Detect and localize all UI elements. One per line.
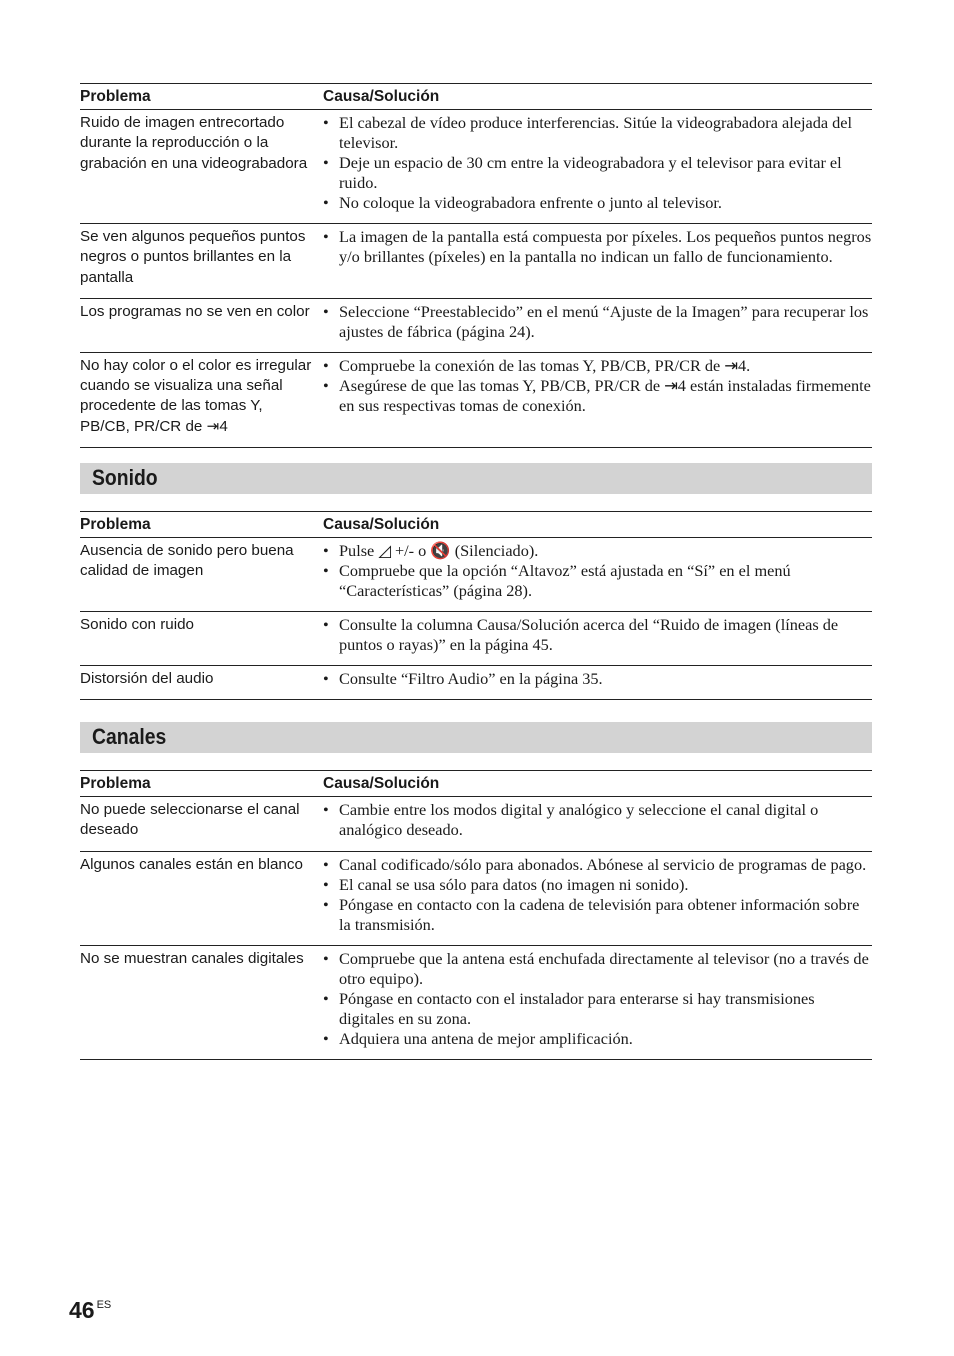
solution-item: • Asegúrese de que las tomas Y, PB/CB, PR/CR de ⇥4 están instaladas firmemente en sus respectivas tomas de conexión. bbox=[323, 376, 872, 416]
header-problem: Problema bbox=[80, 771, 323, 797]
solution-list bbox=[323, 669, 872, 689]
solution-item: • Seleccione “Preestablecido” en el menú “Ajuste de la Imagen” para recuperar los ajustes de fábrica (página 24). bbox=[323, 302, 872, 342]
problem-cell: Se ven algunos pequeños puntos negros o puntos brillantes en la pantalla bbox=[80, 224, 323, 299]
solution-item: • Cambie entre los modos digital y analógico y seleccione el canal digital o analógico deseado. bbox=[323, 800, 872, 840]
table-row bbox=[80, 224, 872, 299]
table-row bbox=[80, 352, 872, 447]
solution-list bbox=[323, 949, 872, 1049]
solution-item: • Póngase en contacto con el instalador para enterarse si hay transmisiones digitales en su zona. bbox=[323, 989, 872, 1029]
solution-item: • Compruebe la conexión de las tomas Y, PB/CB, PR/CR de ⇥4. bbox=[323, 356, 872, 376]
solution-item: • La imagen de la pantalla está compuesta por píxeles. Los pequeños puntos negros y/o brillantes (píxeles) en la pantalla no indican un fallo de funcionamiento. bbox=[323, 227, 872, 267]
solution-item: • Consulte la columna Causa/Solución acerca del “Ruido de imagen (líneas de puntos o rayas)” en la página 45. bbox=[323, 615, 872, 655]
picture-rows bbox=[80, 110, 872, 448]
picture-table bbox=[80, 83, 872, 448]
problem-cell: Los programas no se ven en color bbox=[80, 298, 323, 352]
solution-cell bbox=[323, 352, 872, 447]
solution-list bbox=[323, 356, 872, 416]
header-solution: Causa/Solución bbox=[323, 771, 872, 797]
problem-cell: No puede seleccionarse el canal deseado bbox=[80, 797, 323, 852]
page-language: ES bbox=[96, 1299, 112, 1311]
table-header-row bbox=[80, 84, 872, 110]
problem-cell: Sonido con ruido bbox=[80, 612, 323, 666]
problem-cell: Ruido de imagen entrecortado durante la reproducción o la grabación en una videograbadora bbox=[80, 110, 323, 224]
problem-cell: No hay color o el color es irregular cuando se visualiza una señal procedente de las tomas Y, PB/CB, PR/CR de ⇥4 bbox=[80, 352, 323, 447]
solution-item: • No coloque la videograbadora enfrente o junto al televisor. bbox=[323, 193, 872, 213]
solution-list bbox=[323, 615, 872, 655]
solution-cell bbox=[323, 538, 872, 612]
solution-cell bbox=[323, 110, 872, 224]
solution-item: • El cabezal de vídeo produce interferencias. Sitúe la videograbadora alejada del televisor. bbox=[323, 113, 872, 153]
solution-list bbox=[323, 800, 872, 840]
table-header-row bbox=[80, 771, 872, 797]
problem-cell: Ausencia de sonido pero buena calidad de imagen bbox=[80, 538, 323, 612]
header-solution: Causa/Solución bbox=[323, 84, 872, 110]
solution-item: • Pulse ◿ +/- o 🔇 (Silenciado). bbox=[323, 541, 872, 561]
solution-cell bbox=[323, 945, 872, 1059]
table-header-row bbox=[80, 512, 872, 538]
section-title-sonido: Sonido bbox=[92, 465, 158, 490]
table-row bbox=[80, 538, 872, 612]
channels-rows bbox=[80, 797, 872, 1060]
table-row bbox=[80, 666, 872, 700]
section-title-canales: Canales bbox=[92, 724, 167, 749]
page-number bbox=[69, 1297, 111, 1324]
solution-item: • Canal codificado/sólo para abonados. Abónese al servicio de programas de pago. bbox=[323, 855, 872, 875]
solution-cell bbox=[323, 298, 872, 352]
solution-list bbox=[323, 302, 872, 342]
solution-item: • Compruebe que la opción “Altavoz” está ajustada en “Sí” en el menú “Características” (página 28). bbox=[323, 561, 872, 601]
solution-list bbox=[323, 541, 872, 601]
table-row bbox=[80, 612, 872, 666]
table-row bbox=[80, 797, 872, 852]
sound-table-wrap bbox=[80, 511, 872, 700]
solution-cell bbox=[323, 666, 872, 700]
section-header-canales bbox=[80, 722, 872, 753]
header-problem: Problema bbox=[80, 84, 323, 110]
problem-cell: Distorsión del audio bbox=[80, 666, 323, 700]
table-row bbox=[80, 110, 872, 224]
channels-table bbox=[80, 770, 872, 1060]
sound-rows bbox=[80, 538, 872, 700]
page-number-value: 46 bbox=[69, 1297, 95, 1323]
solution-list bbox=[323, 227, 872, 267]
solution-item: • Deje un espacio de 30 cm entre la videograbadora y el televisor para evitar el ruido. bbox=[323, 153, 872, 193]
solution-cell bbox=[323, 851, 872, 945]
header-solution: Causa/Solución bbox=[323, 512, 872, 538]
solution-cell bbox=[323, 612, 872, 666]
table-row bbox=[80, 298, 872, 352]
table-row bbox=[80, 945, 872, 1059]
solution-cell bbox=[323, 797, 872, 852]
problem-cell: Algunos canales están en blanco bbox=[80, 851, 323, 945]
solution-item: • Póngase en contacto con la cadena de televisión para obtener información sobre la transmisión. bbox=[323, 895, 872, 935]
section-header-sonido bbox=[80, 463, 872, 494]
table-row bbox=[80, 851, 872, 945]
solution-item: • Adquiera una antena de mejor amplificación. bbox=[323, 1029, 872, 1049]
solution-item: • Compruebe que la antena está enchufada directamente al televisor (no a través de otro equipo). bbox=[323, 949, 872, 989]
solution-list bbox=[323, 855, 872, 935]
solution-list bbox=[323, 113, 872, 213]
solution-item: • Consulte “Filtro Audio” en la página 35. bbox=[323, 669, 872, 689]
solution-item: • El canal se usa sólo para datos (no imagen ni sonido). bbox=[323, 875, 872, 895]
sound-table bbox=[80, 511, 872, 700]
header-problem: Problema bbox=[80, 512, 323, 538]
problem-cell: No se muestran canales digitales bbox=[80, 945, 323, 1059]
picture-table-wrap bbox=[80, 83, 872, 448]
channels-table-wrap bbox=[80, 770, 872, 1060]
solution-cell bbox=[323, 224, 872, 299]
